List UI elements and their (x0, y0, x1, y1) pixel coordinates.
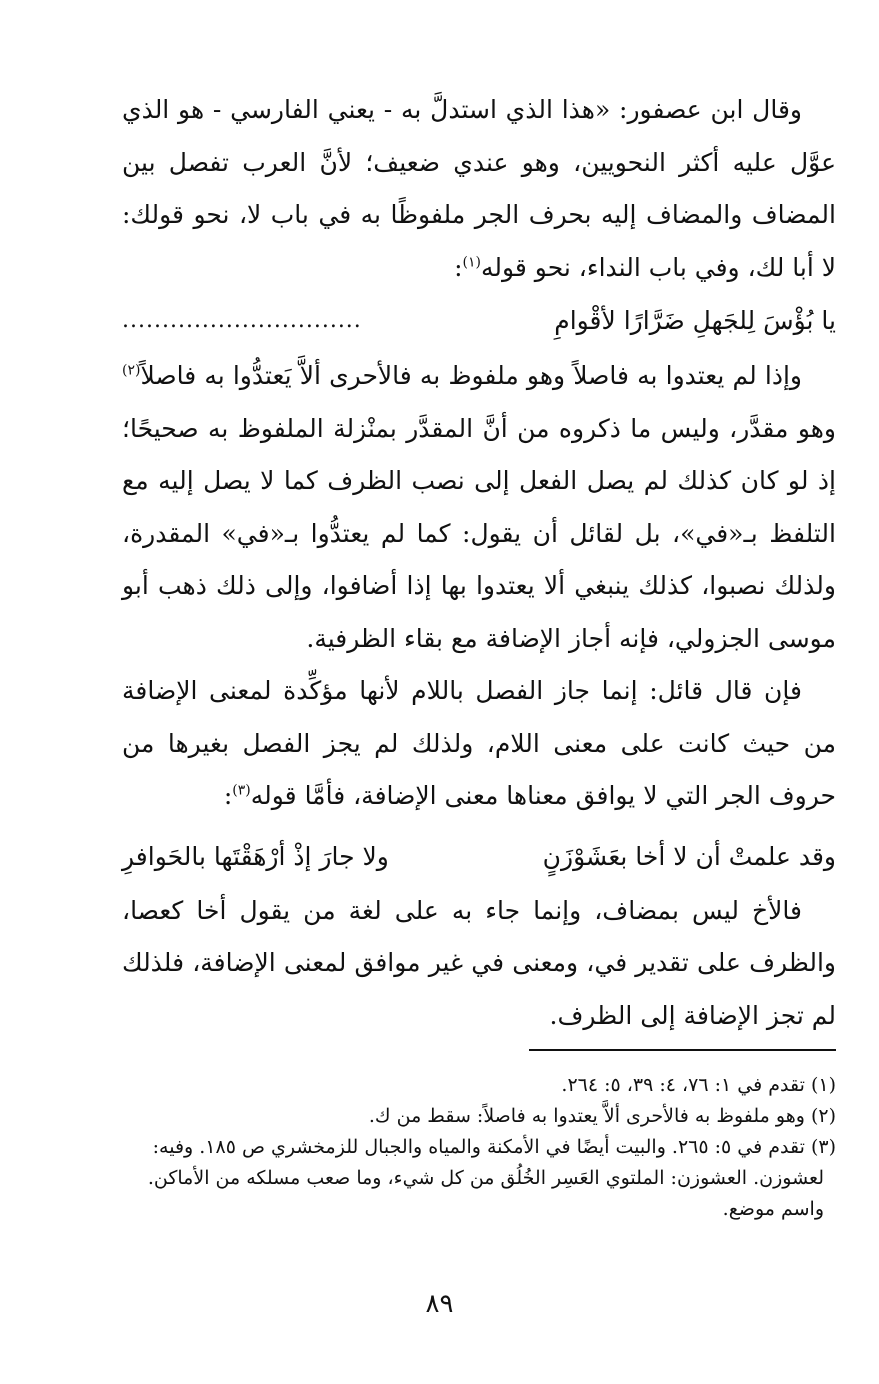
verse-1-dots: .............................. (122, 308, 362, 333)
page-number: ٨٩ (425, 1289, 454, 1319)
paragraph-2-rest: وهو مقدَّر، وليس ما ذكروه من أنَّ المقدَّر بمنْزلة الملفوظ به صحيحًا؛ إذ لو كان كذلك لم يصل الفعل إلى نصب الظرف كما لا يصل إليه مع التلفظ بـ«في»، بل لقائل أن يقول: كما لم يعتدُّوا بـ«في» المقدرة، ولذلك نصبوا، كذلك ينبغي ألا يعتدوا بها إذا أضافوا، وإلى ذلك ذهب أبو موسى الجزولي، فإنه أجاز الإضافة مع بقاء الظرفية. (122, 413, 836, 653)
verse-1 (122, 296, 836, 346)
footnote-3: (٣) تقدم في ٥: ٢٦٥. والبيت أيضًا في الأمكنة والمياه والجبال للزمخشري ص ١٨٥. وفيه: (152, 1136, 836, 1158)
paragraph-3-text: فإن قال قائل: إنما جاز الفصل باللام لأنها مؤكِّدة لمعنى الإضافة من حيث كانت على معنى اللام، ولذلك لم يجز الفصل بغيرها من حروف الجر التي لا يوافق معناها معنى الإضافة، فأمَّا قوله (122, 676, 836, 810)
paragraph-3-end: : (223, 781, 233, 810)
verse-2-first-hemistich: وقد علمتْ أن لا أخا بعَشَوْزَنٍ (542, 841, 836, 871)
paragraph-4: فالأخ ليس بمضاف، وإنما جاء به على لغة من يقول أخا كعصا، والظرف على تقدير في، ومعنى في غير موافق لمعنى الإضافة، فلذلك لم تجز الإضافة إلى الظرف. (122, 895, 836, 1030)
verse-2 (122, 829, 836, 885)
paragraph-1-text: وقال ابن عصفور: «هذا الذي استدلَّ به - يعني الفارسي - هو الذي عوَّل عليه أكثر النحويين، وهو عندي ضعيف؛ لأنَّ العرب تفصل بين المضاف والمضاف إليه بحرف الجر ملفوظًا به في باب لا، نحو قولك: لا أبا لك، وفي باب النداء، نحو قوله (122, 95, 836, 282)
paragraph-2 (122, 350, 836, 665)
footnote-3-continuation: لعشوزن. العشوزن: الملتوي العَسِر الخُلُق من كل شيء، وما صعب مسلكه من الأماكن. واسم موضع. (147, 1167, 824, 1220)
footnote-ref-2: (٢) (122, 362, 141, 379)
paragraph-2-text: وإذا لم يعتدوا به فاصلاً وهو ملفوظ به فالأحرى ألاَّ يَعتدُّوا به فاصلاً (140, 361, 802, 390)
footnotes (122, 1070, 836, 1225)
footnote-separator (529, 1049, 836, 1051)
verse-2-second-hemistich: ولا جارَ إذْ أرْهَقْتَها بالحَوافرِ (122, 841, 389, 871)
footnote-ref-1: (١) (462, 254, 481, 271)
main-text (122, 84, 836, 1042)
paragraph-1 (122, 84, 836, 294)
footnote-ref-3: (٣) (232, 782, 251, 799)
paragraph-3 (122, 665, 836, 823)
verse-1-hemistich: يا بُؤْسَ لِلجَهلِ ضَرَّارًا لأقْوامِ (554, 306, 836, 335)
footnote-1: (١) تقدم في ١: ٧٦، ٤: ٣٩، ٥: ٢٦٤. (561, 1074, 836, 1096)
paragraph-1-end: : (454, 252, 463, 282)
footnote-2: (٢) وهو ملفوظ به فالأحرى ألاَّ يعتدوا به فاصلاً: سقط من ك. (368, 1105, 836, 1127)
